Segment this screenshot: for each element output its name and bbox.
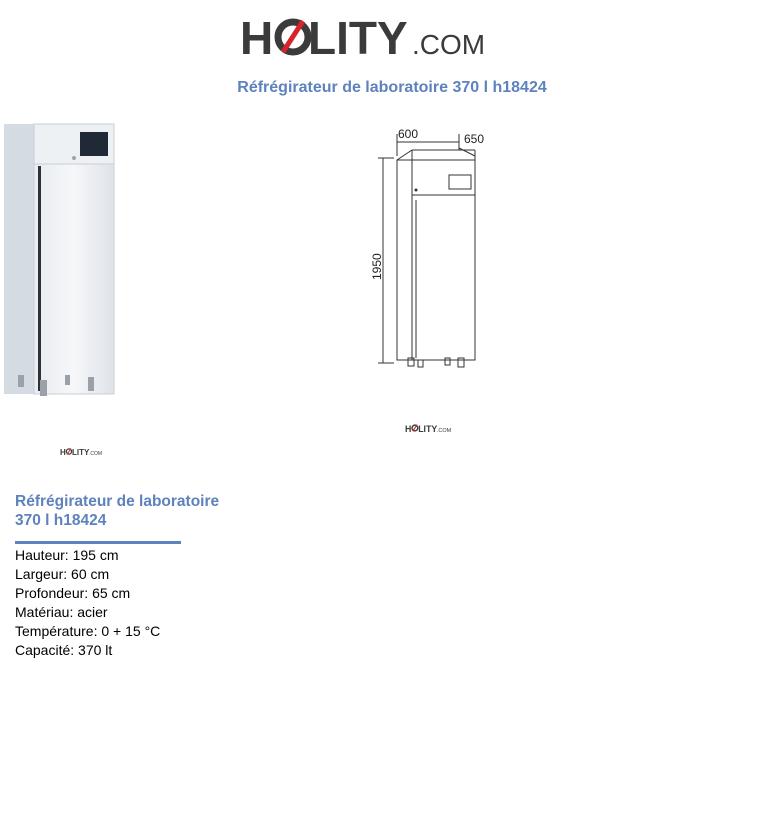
depth-label: 650 (464, 132, 485, 146)
fridge-foot (65, 375, 70, 385)
section-title-line: 370 l h18424 (15, 512, 107, 529)
spec-label: Matériau: (15, 604, 74, 620)
fridge-lock-icon (72, 156, 76, 160)
section-divider (15, 541, 181, 544)
section-title (15, 492, 255, 530)
holity-logo[interactable] (240, 12, 486, 64)
small-logo-suffix: .COM (89, 451, 103, 457)
fridge-foot (18, 375, 24, 387)
spec-value: acier (77, 604, 108, 620)
spec-label: Hauteur: (15, 547, 69, 563)
height-label: 1950 (370, 253, 384, 280)
logo-suffix: .COM (412, 29, 486, 60)
spec-value: 60 cm (71, 566, 110, 582)
drawing-display-icon (449, 175, 471, 189)
spec-value: 0 + 15 °C (101, 623, 161, 639)
fridge-foot (40, 380, 47, 396)
logo-word: LITY (308, 12, 408, 64)
small-logo-letter-h: H (60, 448, 66, 457)
fridge-foot (88, 377, 94, 391)
spec-item (15, 546, 160, 565)
logo-letter-h: H (240, 12, 274, 64)
depth-dimension-line (459, 148, 475, 156)
spec-item (15, 641, 160, 660)
spec-label: Température: (15, 623, 98, 639)
section-title-line: Réfrégirateur de laboratoire (15, 493, 220, 510)
small-logo-letter-h: H (405, 423, 412, 434)
spec-label: Capacité: (15, 642, 75, 658)
drawing-body-outline (397, 160, 475, 360)
small-logo (60, 447, 103, 457)
width-label: 600 (398, 127, 419, 141)
spec-item (15, 565, 160, 584)
small-logo-suffix: .COM (436, 427, 452, 434)
spec-list (15, 546, 160, 660)
page-title: Réfrégirateur de laboratoire 370 l h18424 (237, 79, 547, 96)
small-logo (405, 423, 452, 434)
dimension-drawing[interactable] (360, 120, 500, 375)
spec-label: Profondeur: (15, 585, 89, 601)
spec-item (15, 622, 160, 641)
small-logo-word: LITY (418, 423, 438, 434)
fridge-display-icon (80, 132, 108, 156)
fridge-handle (38, 166, 41, 391)
spec-value: 195 cm (72, 547, 119, 563)
product-photo[interactable] (0, 118, 125, 403)
spec-value: 370 lt (78, 642, 113, 658)
spec-value: 65 cm (92, 585, 131, 601)
spec-item (15, 603, 160, 622)
small-logo-word: LITY (72, 448, 90, 457)
spec-label: Largeur: (15, 566, 68, 582)
logo-o-ring-icon (278, 21, 308, 52)
spec-item (15, 584, 160, 603)
fridge-side-panel (4, 124, 36, 394)
